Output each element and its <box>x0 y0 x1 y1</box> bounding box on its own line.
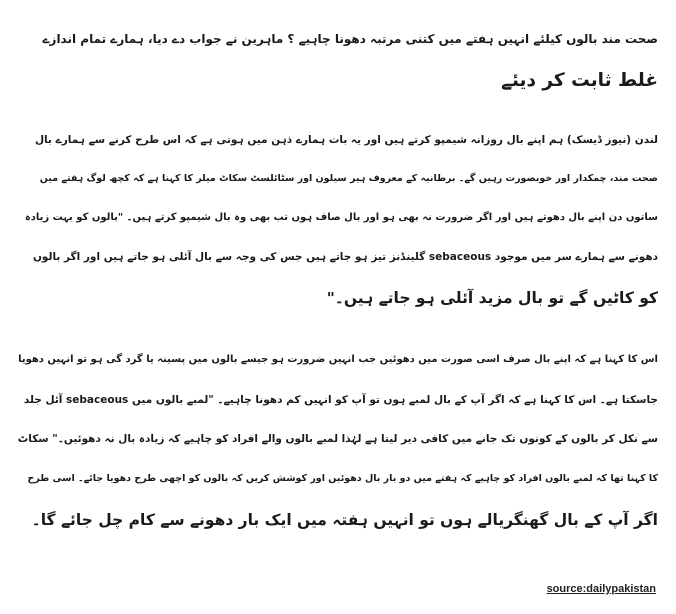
paragraph-2-line-1: اس کا کہنا ہے کہ اپنے بال صرف اسی صورت میں دھوئیں جب انہیں ضرورت ہو جیسے بالوں میں پسینہ یا گرد گی ہو تو انہیں دھویا <box>18 354 658 365</box>
paragraph-2-line-4: کا کہنا تھا کہ لمبے بالوں افراد کو چاہیے کہ ہفتے میں دو بار بال دھوئیں اور کوشش کریں کہ بالوں کو اچھی طرح دھویا جائے۔ اسی طرح <box>27 473 658 484</box>
paragraph-1-line-4: دھونے سے ہمارے سر میں موجود sebaceous گلینڈنز تیز ہو جاتے ہیں جس کی وجہ سے بال آئلی ہو جاتے ہیں اور اگر بالوں <box>32 251 658 263</box>
paragraph-2-line-5: اگر آپ کے بال گھنگریالے ہوں تو انہیں ہفتہ میں ایک بار دھونے سے کام چل جائے گا۔ <box>31 511 658 529</box>
source-credit: source:dailypakistan <box>546 583 656 595</box>
paragraph-1-line-3: ساتوں دن اپنے بال دھوتے ہیں اور اگر ضرورت نہ بھی ہو اور بال صاف ہوں تب بھی وہ بال شیمپو کرتے ہیں۔ "بالوں کو بہت زیادہ <box>24 212 658 223</box>
paragraph-2-line-3: سے نکل کر بالوں کے کونوں تک جانے میں کافی دیر لیتا ہے لہٰذا لمبے بالوں والے افراد کو چاہیے کہ زیادہ بال نہ دھوئیں۔" سکاٹ <box>17 433 658 445</box>
paragraph-1-line-5: کو کاٹیں گے تو بال مزید آئلی ہو جاتے ہیں۔" <box>326 289 658 307</box>
headline-line-2: غلط ثابت کر دیئے <box>501 70 658 91</box>
paragraph-1-line-1: لندن (نیوز ڈیسک) ہم اپنے بال روزانہ شیمپو کرتے ہیں اور یہ بات ہمارے ذہن میں ہوتی ہے کہ اس طرح کرنے سے ہمارے بال <box>34 134 658 146</box>
paragraph-2-line-2: جاسکتا ہے۔ اس کا کہنا ہے کہ اگر آپ کے بال لمبے ہوں تو آپ کو انہیں کم دھونا چاہیے۔ "لمبے بالوں میں sebaceous آئل جلد <box>23 394 658 406</box>
paragraph-1-line-2: صحت مند، چمکدار اور خوبصورت رہیں گے۔ برطانیہ کے معروف ہیر سیلون اور سٹائلسٹ سکاٹ میلر کا کہنا ہے کہ کچھ لوگ ہفتے میں <box>39 173 658 184</box>
headline-line-1: صحت مند بالوں کیلئے انہیں ہفتے میں کتنی مرتبہ دھونا چاہیے ؟ ماہرین نے جواب دے دیا، ہمارے تمام اندازے <box>42 32 658 46</box>
